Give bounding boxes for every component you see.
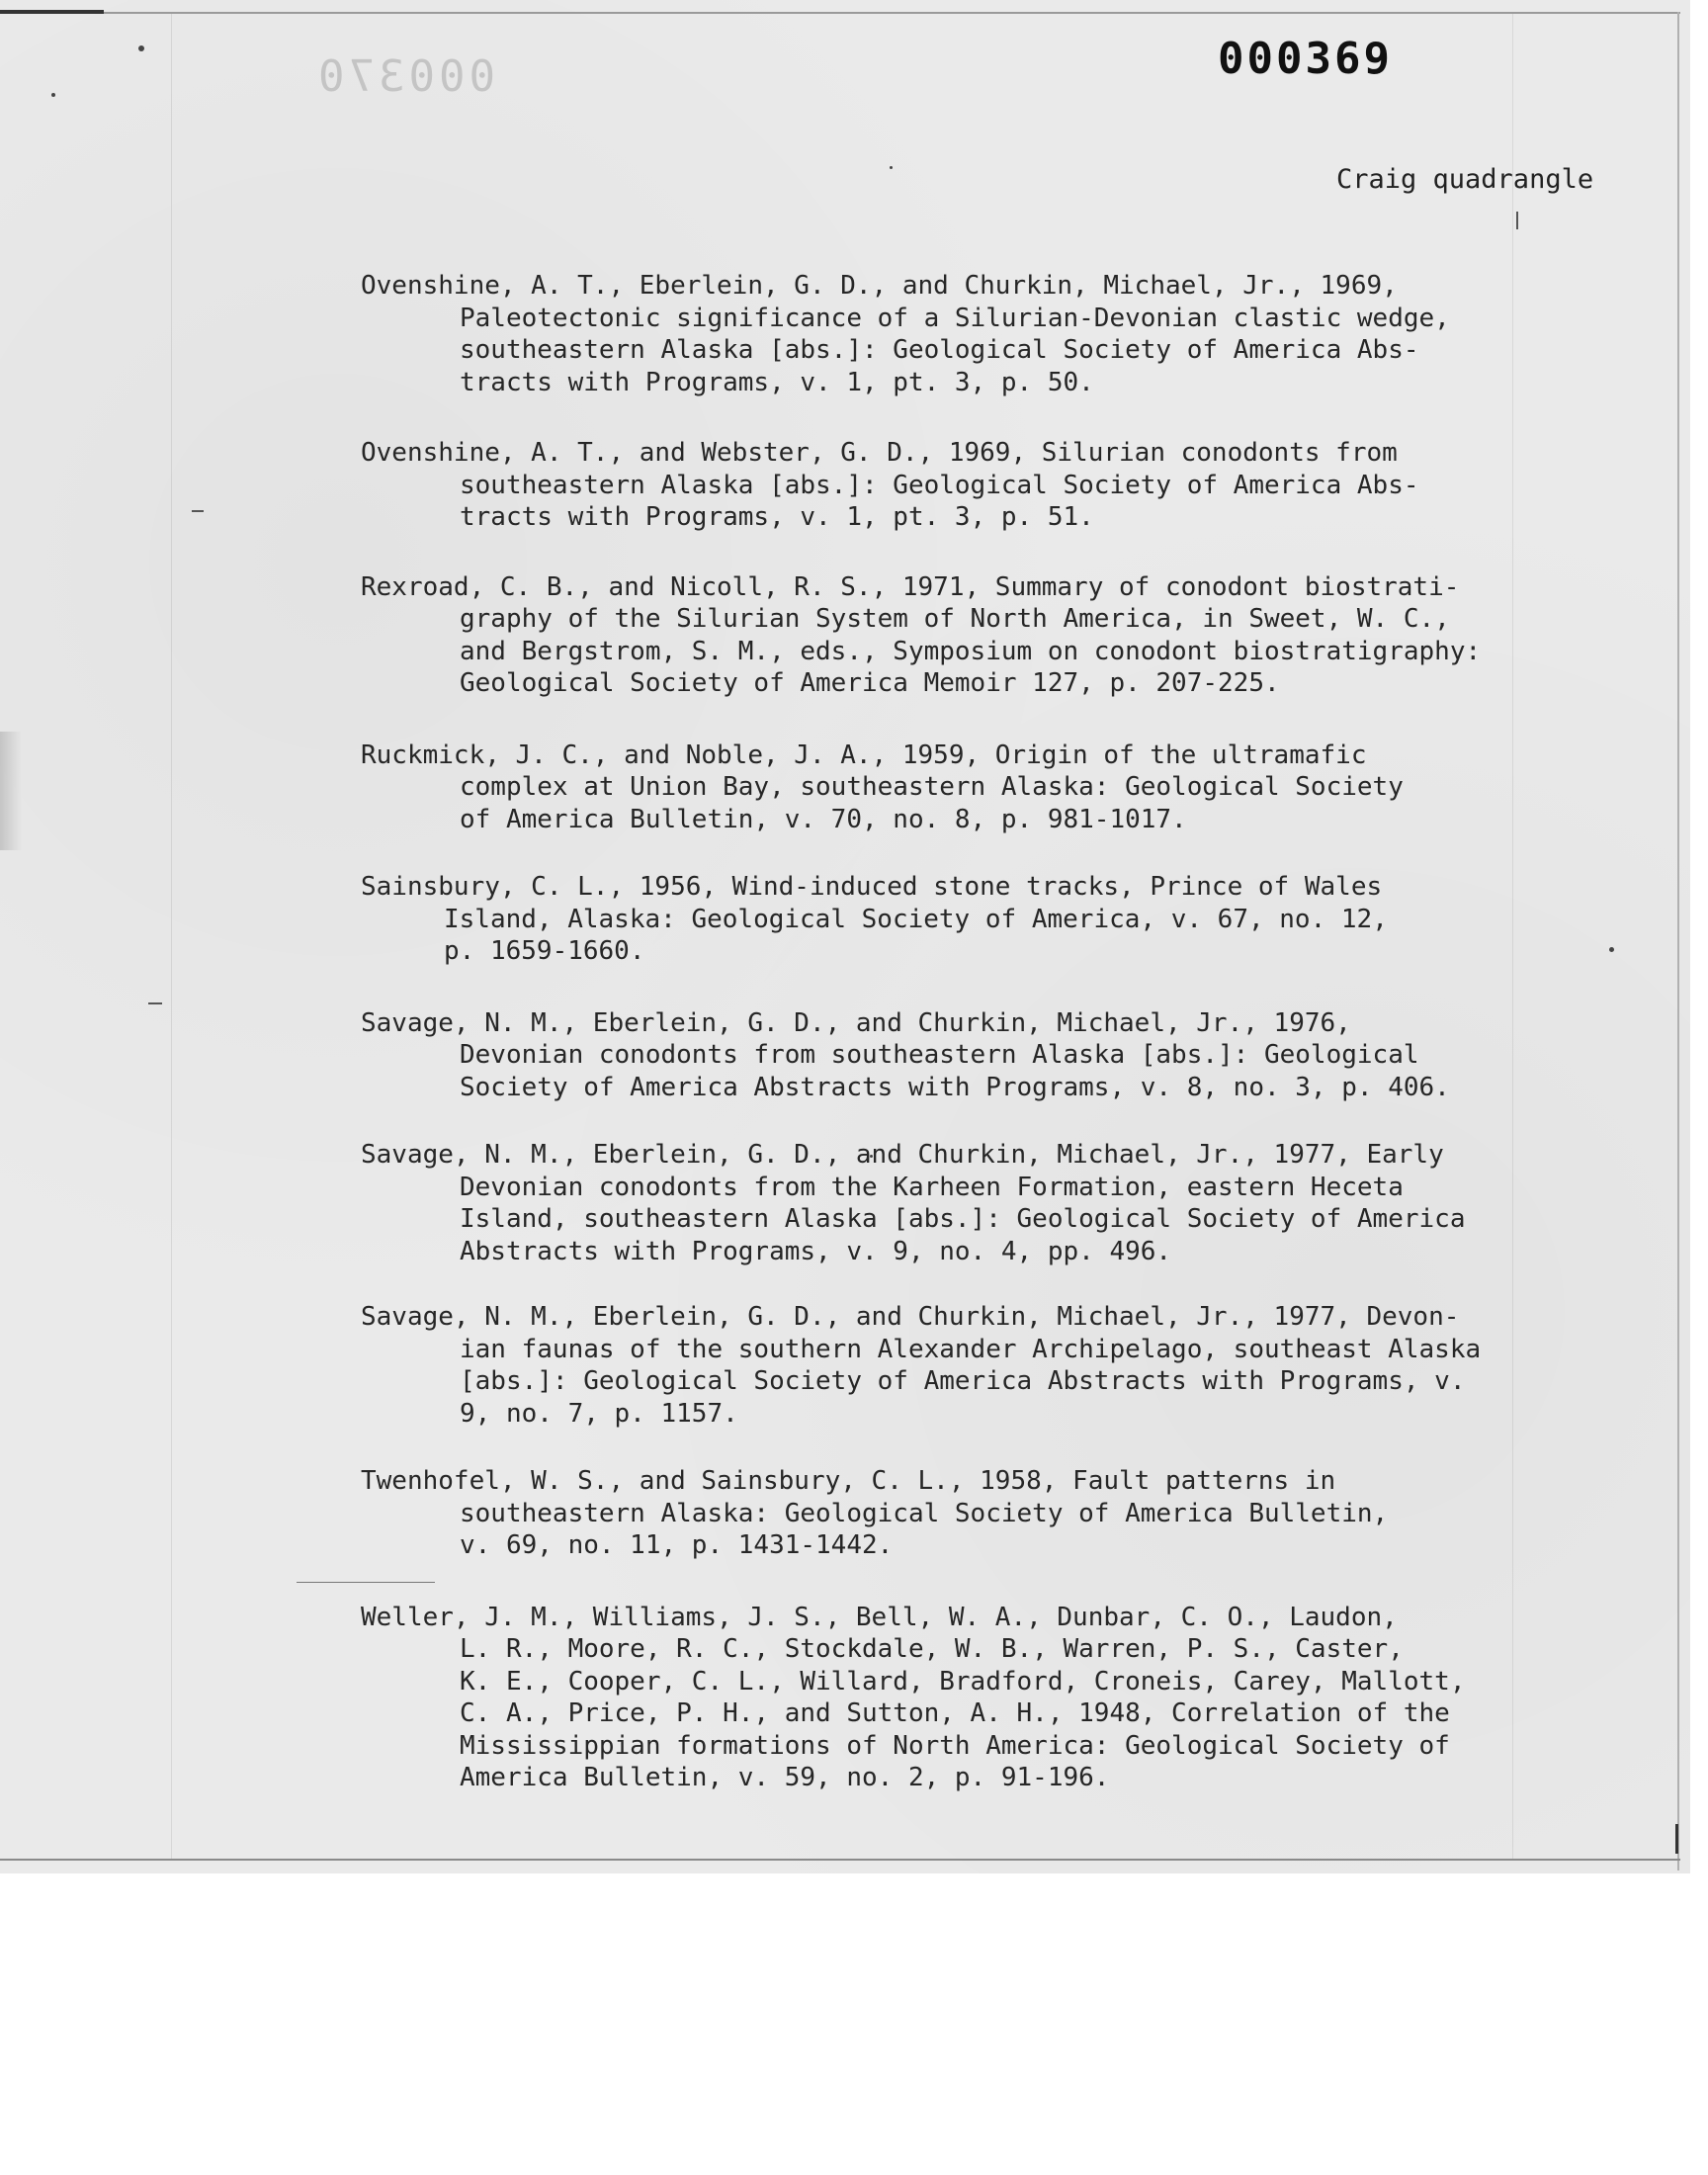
scan-dash: [192, 510, 204, 512]
reference-line: C. A., Price, P. H., and Sutton, A. H., 1948, Correlation of the: [460, 1698, 1450, 1728]
reference-line: Abstracts with Programs, v. 9, no. 4, pp. 496.: [460, 1236, 1172, 1266]
reference-line: and Bergstrom, S. M., eds., Symposium on conodont biostratigraphy:: [460, 636, 1482, 666]
reference-line: Ruckmick, J. C., and Noble, J. A., 1959, Origin of the ultramafic: [361, 740, 1367, 770]
reference-entry: [361, 437, 1586, 534]
reference-line: Society of America Abstracts with Programs, v. 8, no. 3, p. 406.: [460, 1072, 1450, 1102]
reference-line: Weller, J. M., Williams, J. S., Bell, W. A., Dunbar, C. O., Laudon,: [361, 1602, 1398, 1632]
scan-fold-line: [171, 14, 172, 1859]
scan-top-left-mark: [0, 10, 104, 14]
reference-line: complex at Union Bay, southeastern Alaska: Geological Society: [460, 772, 1404, 802]
reference-line: Ovenshine, A. T., and Webster, G. D., 1969, Silurian conodonts from: [361, 438, 1398, 468]
reference-entry: [361, 571, 1586, 700]
reference-line: tracts with Programs, v. 1, pt. 3, p. 51.: [460, 502, 1094, 532]
reference-line: Island, southeastern Alaska [abs.]: Geological Society of America: [460, 1204, 1466, 1234]
reference-line: Sainsbury, C. L., 1956, Wind-induced stone tracks, Prince of Wales: [361, 872, 1383, 902]
reference-list: [361, 270, 1586, 1794]
reference-entry: [361, 270, 1586, 398]
reference-entry: [361, 1139, 1586, 1267]
scan-right-mark: [1675, 1824, 1678, 1854]
scan-top-edge: [0, 12, 1680, 14]
reference-entry: [361, 871, 1586, 968]
reference-entry: [361, 1007, 1586, 1104]
scan-bottom-edge: [0, 1859, 1680, 1861]
reference-line: graphy of the Silurian System of North America, in Sweet, W. C.,: [460, 604, 1450, 634]
reference-line: tracts with Programs, v. 1, pt. 3, p. 50.: [460, 367, 1094, 397]
faint-stamp-number: 000370: [314, 51, 495, 102]
reference-line: 9, no. 7, p. 1157.: [460, 1398, 738, 1429]
reference-line: [abs.]: Geological Society of America Abstracts with Programs, v.: [460, 1366, 1466, 1396]
scan-right-edge: [1677, 12, 1679, 1870]
reference-line: southeastern Alaska: Geological Society of America Bulletin,: [460, 1498, 1389, 1528]
reference-line: Devonian conodonts from southeastern Alaska [abs.]: Geological: [460, 1040, 1419, 1070]
reference-line: v. 69, no. 11, p. 1431-1442.: [460, 1530, 894, 1560]
reference-line: Ovenshine, A. T., Eberlein, G. D., and Churkin, Michael, Jr., 1969,: [361, 271, 1398, 301]
reference-line: Island, Alaska: Geological Society of America, v. 67, no. 12,: [444, 904, 1388, 934]
scan-speck: [51, 93, 55, 97]
reference-line: Savage, N. M., Eberlein, G. D., and Churkin, Michael, Jr., 1977, Early: [361, 1140, 1444, 1170]
scan-speck: [138, 45, 144, 51]
reference-line: p. 1659-1660.: [444, 936, 645, 966]
scan-speck: [1609, 947, 1614, 952]
reference-line: America Bulletin, v. 59, no. 2, p. 91-196.: [460, 1763, 1110, 1792]
reference-line: Twenhofel, W. S., and Sainsbury, C. L., 1958, Fault patterns in: [361, 1466, 1336, 1496]
reference-line: southeastern Alaska [abs.]: Geological Society of America Abs-: [460, 335, 1419, 365]
reference-line: Paleotectonic significance of a Silurian-Devonian clastic wedge,: [460, 303, 1450, 333]
reference-line: of America Bulletin, v. 70, no. 8, p. 981-1017.: [460, 804, 1187, 834]
reference-entry: [361, 1301, 1586, 1430]
page-header: Craig quadrangle: [1336, 164, 1594, 195]
reference-entry: [361, 740, 1586, 836]
scan-dash: [148, 1002, 162, 1004]
reference-line: ian faunas of the southern Alexander Archipelago, southeast Alaska: [460, 1334, 1482, 1364]
reference-line: Rexroad, C. B., and Nicoll, R. S., 1971, Summary of conodont biostrati-: [361, 571, 1460, 602]
page-number: 000369: [1218, 34, 1393, 84]
scan-edge-shadow: [0, 732, 22, 850]
reference-entry: [361, 1602, 1586, 1794]
reference-line: Geological Society of America Memoir 127, p. 207-225.: [460, 668, 1280, 698]
reference-line: L. R., Moore, R. C., Stockdale, W. B., Warren, P. S., Caster,: [460, 1634, 1404, 1664]
reference-line: Devonian conodonts from the Karheen Formation, eastern Heceta: [460, 1172, 1404, 1202]
reference-line: K. E., Cooper, C. L., Willard, Bradford, Croneis, Carey, Mallott,: [460, 1666, 1466, 1696]
scan-dash: [1516, 212, 1518, 229]
reference-entry: [361, 1465, 1586, 1562]
reference-line: Savage, N. M., Eberlein, G. D., and Churkin, Michael, Jr., 1976,: [361, 1007, 1351, 1038]
reference-line: Mississippian formations of North America: Geological Society of: [460, 1730, 1450, 1761]
scan-speck: [890, 166, 893, 169]
reference-line: Savage, N. M., Eberlein, G. D., and Churkin, Michael, Jr., 1977, Devon-: [361, 1302, 1460, 1332]
reference-line: southeastern Alaska [abs.]: Geological Society of America Abs-: [460, 470, 1419, 500]
